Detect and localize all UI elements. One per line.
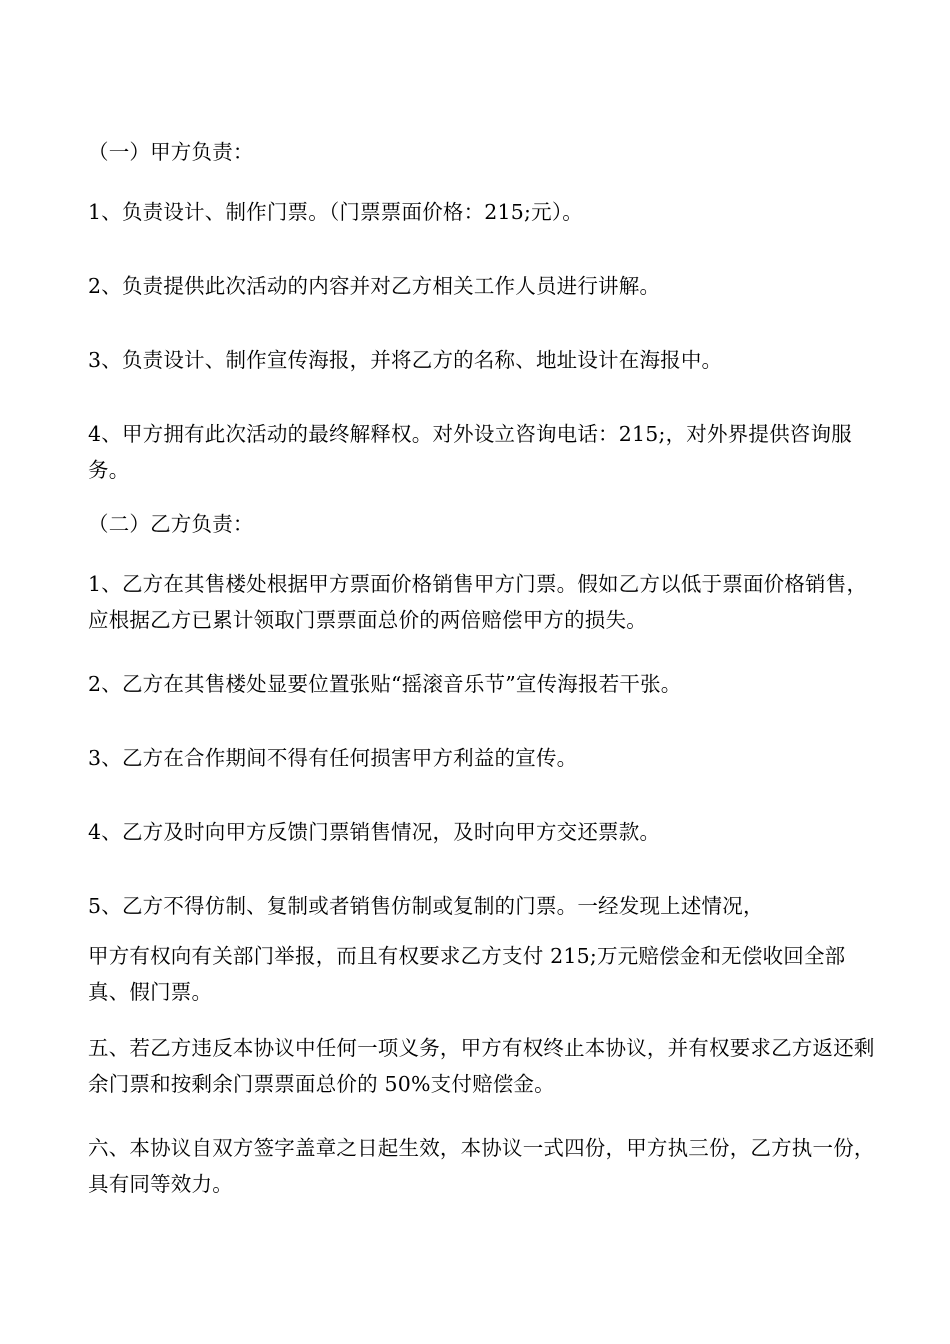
section-a-heading: （一）甲方负责： — [88, 140, 254, 164]
section-a-item-1: 1、负责设计、制作门票。（门票票面价格：215;元）。 — [88, 200, 583, 224]
section-b-item-2: 2、乙方在其售楼处显要位置张贴“摇滚音乐节”宣传海报若干张。 — [88, 672, 682, 696]
clause-6: 六、本协议自双方签字盖章之日起生效，本协议一式四份，甲方执三份，乙方执一份，具有同等效力。 — [88, 1136, 875, 1196]
section-a-item-4: 4、甲方拥有此次活动的最终解释权。对外设立咨询电话：215;，对外界提供咨询服务。 — [88, 422, 852, 482]
section-b-heading: （二）乙方负责： — [88, 512, 254, 536]
clause-5: 五、若乙方违反本协议中任何一项义务，甲方有权终止本协议，并有权要求乙方返还剩余门票和按剩余门票票面总价的 50%支付赔偿金。 — [88, 1036, 875, 1096]
section-b-item-1: 1、乙方在其售楼处根据甲方票面价格销售甲方门票。假如乙方以低于票面价格销售，应根据乙方已累计领取门票票面总价的两倍赔偿甲方的损失。 — [88, 572, 868, 632]
section-b-item-3: 3、乙方在合作期间不得有任何损害甲方利益的宣传。 — [88, 746, 578, 770]
section-a-item-3: 3、负责设计、制作宣传海报，并将乙方的名称、地址设计在海报中。 — [88, 348, 723, 372]
section-b-item-5: 5、乙方不得仿制、复制或者销售仿制或复制的门票。一经发现上述情况， — [88, 894, 764, 918]
section-b-item-5-continued: 甲方有权向有关部门举报，而且有权要求乙方支付 215;万元赔偿金和无偿收回全部真、假门票。 — [88, 944, 846, 1004]
section-b-item-4: 4、乙方及时向甲方反馈门票销售情况，及时向甲方交还票款。 — [88, 820, 661, 844]
section-a-item-2: 2、负责提供此次活动的内容并对乙方相关工作人员进行讲解。 — [88, 274, 661, 298]
